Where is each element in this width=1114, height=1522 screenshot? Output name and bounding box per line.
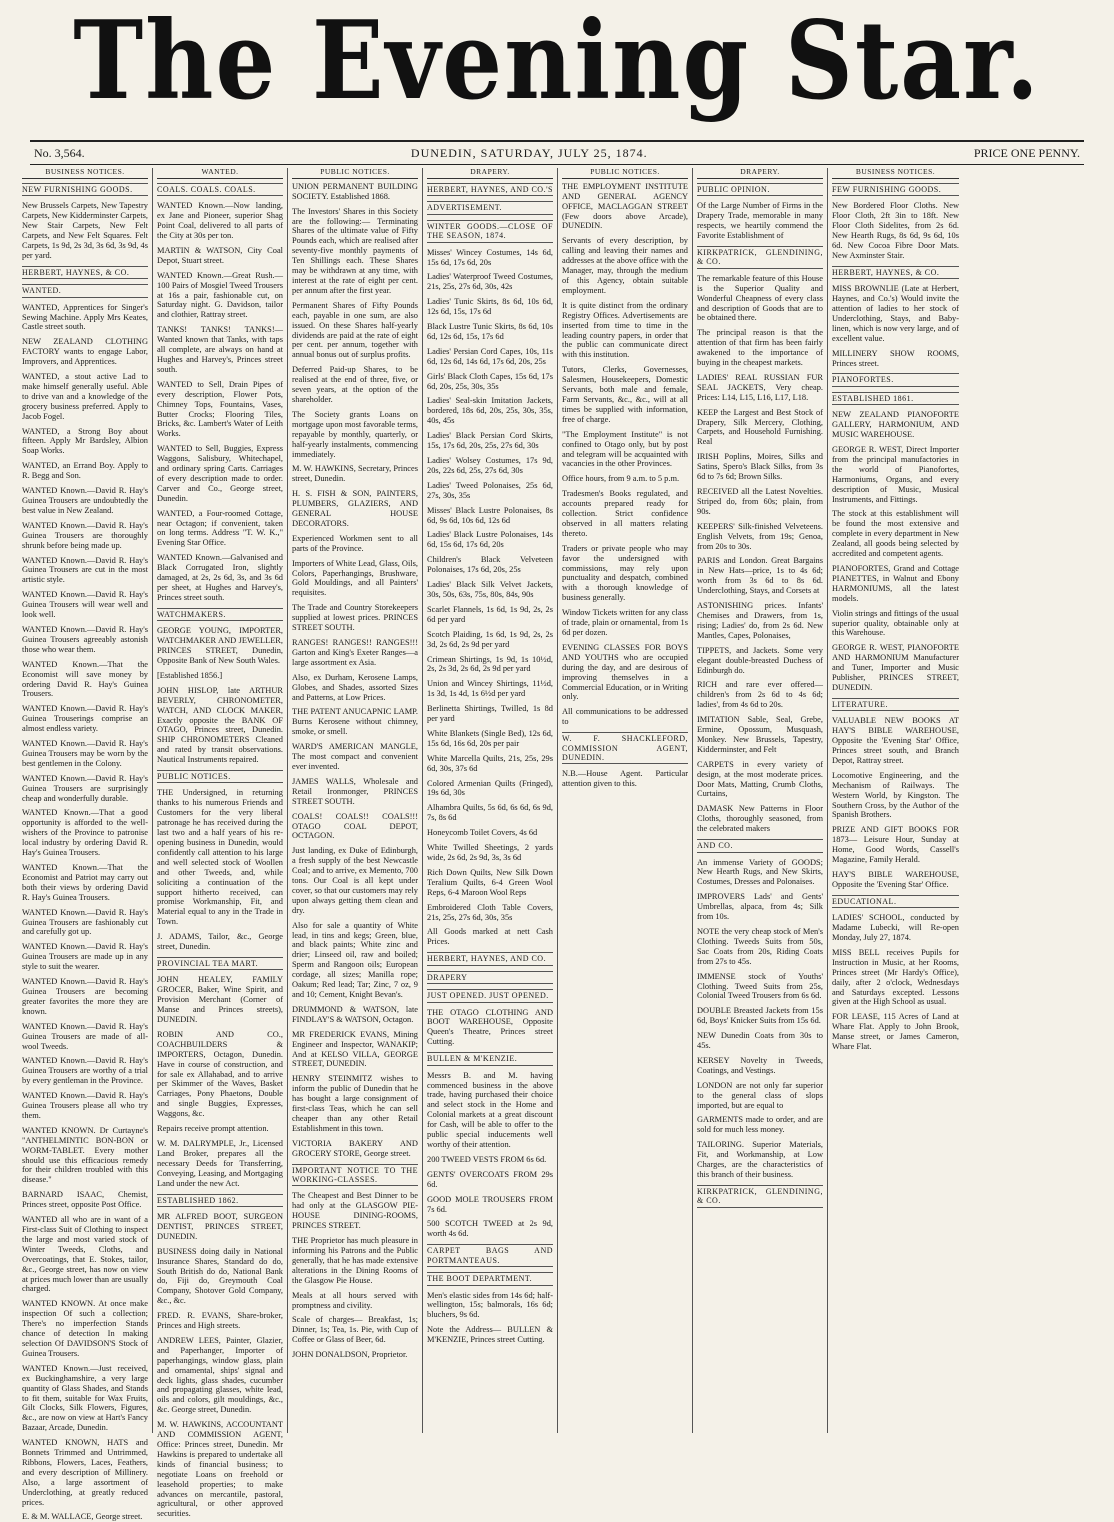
price: PRICE ONE PENNY. (973, 145, 1080, 160)
advertisement: GEORGE YOUNG, IMPORTER, WATCHMAKER AND JEWELLER, PRINCES STREET, Dunedin, Opposite Bank of New South Wales. (157, 626, 283, 665)
section-heading: IMPORTANT NOTICE TO THE WORKING-CLASSES. (292, 1164, 418, 1187)
advertisement: ROBIN AND CO., COACHBUILDERS & IMPORTERS, Octagon, Dunedin. Have in course of construction, and for sale ex Allahabad, and to arrive per Skimmer of the Waves, Basket Carriages, Pony Phaetons, Double and single Buggies, Expresses, Waggons, &c. (157, 1029, 283, 1119)
advertisement: Ladies' Black Silk Velvet Jackets, 30s, 50s, 63s, 75s, 80s, 84s, 90s (427, 580, 553, 599)
section-heading: HERBERT, HAYNES, & CO. (832, 266, 959, 279)
advertisement: MISS BELL receives Pupils for Instruction in Music, at her Rooms, Princes street (Mr Hardy's Office), daily, after 2 o'clock, Wednesdays and Saturdays excepted. Lessons given at the High School as usual. (832, 947, 959, 1007)
column-heading: DRAPERY. (697, 168, 823, 179)
advertisement: THE Undersigned, in returning thanks to his numerous Friends and Customers for the very liberal patronage he has received during the last two and a half years of his re-opening business in Dunedin, would confidently call attention to his large and well selected stock of Woollen and other Tweeds, and, while soliciting a continuation of the support hitherto received, can promise Workmanship, Fit, and Material equal to any in the Trade in Town. (157, 788, 283, 927)
advertisement: WANTED Known.—Great Rush.—100 Pairs of Mosgiel Tweed Trousers at 16s a pair, fashionable cut, on Saturday night. G. Davidson, tailor and clothier, Rattray street. (157, 270, 283, 320)
advertisement: NEW ZEALAND PIANOFORTE GALLERY, HARMONIUM, AND MUSIC WAREHOUSE. (832, 410, 959, 440)
section-heading: BULLEN & M'KENZIE. (427, 1052, 553, 1065)
advertisement: Girls' Black Cloth Capes, 15s 6d, 17s 6d, 20s, 25s, 30s, 35s (427, 371, 553, 391)
advertisement: MISS BROWNLIE (Late at Herbert, Haynes, and Co.'s) Would invite the attention of ladies to her stock of Underclothing, Stays, and Baby-linen, which is now very large, and of excellent value. (832, 284, 959, 343)
advertisement: BARNARD ISAAC, Chemist, Princes street, opposite Post Office. (22, 1190, 148, 1210)
column-body (427, 183, 553, 1345)
advertisement: VALUABLE NEW BOOKS AT HAY'S BIBLE WAREHOUSE, Opposite the 'Evening Star' Office, Princes street south, and Branch Depot, Rattray street. (832, 716, 959, 765)
section-heading: FEW FURNISHING GOODS. (832, 183, 959, 196)
advertisement: Embroidered Cloth Table Covers, 21s, 25s, 27s 6d, 30s, 35s (427, 902, 553, 922)
advertisement: Window Tickets written for any class of trade, plain or ornamental, from 1s 6d per dozen. (562, 608, 688, 637)
advertisement: VICTORIA BAKERY AND GROCERY STORE, George street. (292, 1138, 418, 1158)
column-heading: BUSINESS NOTICES. (832, 168, 959, 179)
advertisement: M. W. HAWKINS, ACCOUNTANT AND COMMISSION AGENT, Office: Princes street, Dunedin. Mr Hawkins is prepared to undertake all kinds of financial business; to negotiate Loans on freehold or leasehold properties; to make advances on mercantile, pastoral, agricultural, or other approved securities. (157, 1420, 283, 1519)
advertisement: JOHN DONALDSON, Proprietor. (292, 1350, 408, 1360)
advertisement: CARPETS in every variety of design, at the most moderate prices. Door Mats, Matting, Crumb Cloths, Curtains, (697, 759, 823, 799)
advertisement: W. M. DALRYMPLE, Jr., Licensed Land Broker, prepares all the necessary Deeds for Transferring, Conveying, Leasing, and Mortgaging Land under the new Act. (157, 1139, 283, 1188)
advertisement: IMPROVERS Lads' and Gents' Umbrellas, alpaca, from 4s; Silk from 10s. (697, 892, 823, 922)
advertisement: WANTED, an Errand Boy. Apply to R. Begg and Son. (22, 461, 148, 481)
advertisement: FRED. R. EVANS, Share-broker, Princes and High streets. (157, 1311, 283, 1331)
advertisement: M. W. HAWKINS, Secretary, Princes street, Dunedin. (292, 464, 418, 484)
section-heading: THE BOOT DEPARTMENT. (427, 1272, 553, 1285)
advertisement: "The Employment Institute" is not confined to Otago only, but by post and telegram will be acquainted with vacancies in the other Provinces. (562, 429, 688, 469)
advertisement: LONDON are not only far superior to the general class of slops imported, but are equal to (697, 1080, 823, 1110)
advertisement: WANTED, Apprentices for Singer's Sewing Machine. Apply Mrs Keates, Castle street south. (22, 302, 148, 332)
section-heading: ESTABLISHED 1862. (157, 1194, 283, 1207)
section-heading: KIRKPATRICK, GLENDINING, & CO. (697, 246, 823, 269)
advertisement: Importers of White Lead, Glass, Oils, Colors, Paperhangings, Brushware, Gold Mouldings, and all Painters' requisites. (292, 558, 418, 598)
advertisement: White Blankets (Single Bed), 12s 6d, 15s 6d, 16s 6d, 20s per pair (427, 728, 553, 748)
advertisement: New Bordered Floor Cloths. New Floor Cloth, 2ft 3in to 18ft. New Floor Cloth Sidelites, from 2s 6d. New Hearth Rugs, 8s 6d, 9s 6d, 10s 6d. New Cocoa Fibre Door Mats. New Axminster Stair. (832, 201, 959, 260)
advertisement: WANTED Known.—David R. Hay's Guinea Trousers are thoroughly shrunk before being made up. (22, 520, 148, 550)
advertisement: Also, ex Durham, Kerosene Lamps, Globes, and Shades, assorted Sizes and Patterns, at Low Prices. (292, 672, 418, 702)
advertisement: PIANOFORTES, Grand and Cottage PIANETTES, in Walnut and Ebony HARMONIUMS, all the latest models. (832, 563, 959, 603)
advertisement: Ladies' Tweed Polonaises, 25s 6d, 27s, 30s, 35s (427, 480, 553, 500)
advertisement: Rich Down Quilts, New Silk Down Teralium Quilts, 6-4 Green Wool Reps, 6-4 Maroon Wool Reps (427, 867, 553, 897)
section-heading: ESTABLISHED 1861. (832, 392, 959, 405)
advertisement: Repairs receive prompt attention. (157, 1124, 269, 1134)
advertisement: Tutors, Clerks, Governesses, Salesmen, Housekeepers, Domestic Servants, both male and female, Farm Servants, &c., &c., will at all times be supplied with information, free of charge. (562, 365, 688, 424)
advertisement: 500 SCOTCH TWEED at 2s 9d, worth 4s 6d. (427, 1219, 553, 1239)
advertisement: NOTE the very cheap stock of Men's Clothing. Tweeds Suits from 50s, Sac Coats from 20s, Riding Coats from 27s to 45s. (697, 926, 823, 966)
advertisement: Violin strings and fittings of the usual superior quality, obtainable only at this Warehouse. (832, 608, 959, 638)
advertisement: Ladies' Seal-skin Imitation Jackets, bordered, 18s 6d, 20s, 25s, 30s, 35s, 40s, 45s (427, 396, 553, 426)
advertisement: WANTED Known.—David R. Hay's Guinea Trousers are worthy of a trial by every gentleman in the Province. (22, 1056, 148, 1086)
column-1 (18, 167, 153, 1522)
advertisement: Union and Wincey Shirtings, 11½d, 1s 3d, 1s 4d, 1s 6½d per yard (427, 679, 553, 699)
advertisement: GOOD MOLE TROUSERS FROM 7s 6d. (427, 1194, 553, 1214)
advertisement: Ladies' Tunic Skirts, 8s 6d, 10s 6d, 12s 6d, 15s, 17s 6d (427, 297, 553, 317)
advertisement: An immense Variety of GOODS; New Hearth Rugs, and New Skirts, Costumes, Dresses and Polonaises. (697, 857, 823, 887)
advertisement: WANTED Known.—David R. Hay's Guinea Trousers will wear well and look well. (22, 590, 148, 620)
advertisement: GEORGE R. WEST, PIANOFORTE AND HARMONIUM Manufacturer and Tuner, Importer and Music Publisher, PRINCES STREET, DUNEDIN. (832, 643, 959, 692)
section-heading: W. F. SHACKLEFORD, COMMISSION AGENT, DUNEDIN. (562, 732, 688, 764)
advertisement: Messrs B. and M. having commenced business in the above trade, having purchased their choice and select stock in the Home and Colonial markets at a great discount for Cash, will be able to offer to the public special inducements well worthy of their attention. (427, 1070, 553, 1149)
column-heading: PUBLIC NOTICES. (562, 168, 688, 179)
advertisement: PARIS and London. Great Bargains in New Hats—price, 1s to 4s 6d; worth from 3s 6d to 8s 6d. Underclothing, Stays, and Corsets at (697, 556, 823, 596)
advertisement: DOUBLE Breasted Jackets from 15s 6d, Boys' Knicker Suits from 15s 6d. (697, 1006, 823, 1026)
column-3 (288, 168, 423, 1433)
advertisement: Crimean Shirtings, 1s 9d, 1s 10½d, 2s, 2s 3d, 2s 6d, 2s 9d per yard (427, 654, 553, 674)
advertisement: LADIES' REAL RUSSIAN FUR SEAL JACKETS, Very cheap. Prices: L14, L15, L16, L17, L18. (697, 372, 823, 402)
advertisement: N.B.—House Agent. Particular attention given to this. (562, 769, 688, 789)
advertisement: The Investors' Shares in this Society are the following:— Terminating Shares of the ultimate value of Fifty Pounds each, which are realised after seventy-five monthly payments of Ten Shillings each. These Shares may be withdrawn at any time, with interest at the rate of eight per cent. per annum after the first year. (292, 206, 418, 295)
advertisement: GENTS' OVERCOATS FROM 29s 6d. (427, 1169, 553, 1189)
column-body (562, 182, 688, 789)
advertisement: Black Lustre Tunic Skirts, 8s 6d, 10s 6d, 12s 6d, 15s, 17s 6d (427, 322, 553, 341)
advertisement: NEW Dunedin Coats from 30s to 45s. (697, 1031, 823, 1051)
advertisement: DRUMMOND & WATSON, late FINDLAY'S & WATSON, Octagon. (292, 1004, 418, 1024)
advertisement: Also for sale a quantity of White lead, in tins and kegs; Green, blue, and black paints; White zinc and drier; Linseed oil, raw and boiled; Sperm and Rangoon oils; European cordage, all sizes; Manilla rope; Oakum; Red lead; Tar; Zinc, 7 oz, 9 and 10; Cement, Knight Bevan's. (292, 920, 418, 999)
column-body (697, 183, 823, 1208)
advertisement: WANTED, a Four-roomed Cottage, near Octagon; if convenient, taken on long terms. Address "T. W. K.," Evening Star Office. (157, 508, 283, 548)
advertisement: Alhambra Quilts, 5s 6d, 6s 6d, 6s 9d, 7s, 8s 6d (427, 803, 553, 823)
advertisement: THE EMPLOYMENT INSTITUTE AND GENERAL AGENCY OFFICE, MACLAGGAN STREET (Few doors above Arcade), DUNEDIN. (562, 181, 688, 231)
section-heading: NEW FURNISHING GOODS. (22, 183, 148, 196)
column-5 (558, 168, 693, 1433)
advertisement: H. S. FISH & SON, PAINTERS, PLUMBERS, GLAZIERS, AND GENERAL HOUSE DECORATORS. (292, 489, 418, 528)
column-6 (693, 168, 828, 1433)
advertisement: IRISH Poplins, Moires, Silks and Satins, Spero's Black Silks, from 3s 6d to 7s 6d; Brown Silks. (697, 452, 823, 482)
section-heading: HERBERT, HAYNES, AND CO. (427, 952, 553, 965)
column-heading: WANTED. (157, 168, 283, 179)
advertisement: WANTED Known.—David R. Hay's Guinea Trousers are becoming greater favorites the more they are known. (22, 977, 148, 1016)
advertisement: 200 TWEED VESTS FROM 6s 6d. (427, 1154, 547, 1164)
advertisement: The Cheapest and Best Dinner to be had only at the GLASGOW PIE-HOUSE DINING-ROOMS, PRINCES STREET. (292, 1191, 418, 1231)
advertisement: New Brussels Carpets, New Tapestry Carpets, New Kidderminster Carpets, New Stair Carpets, New Felt Carpets, and New Felt Squares. Felt Carpets, 1s 9d, 2s 3d, 3s 6d, 3s 9d, 4s per yard. (22, 201, 148, 260)
advertisement: White Twilled Sheetings, 2 yards wide, 2s 6d, 2s 9d, 3s, 3s 6d (427, 843, 553, 862)
section-heading: WANTED. (22, 284, 148, 297)
advertisement: All communications to be addressed to (562, 707, 688, 727)
advertisement: MILLINERY SHOW ROOMS, Princes street. (832, 348, 959, 368)
advertisement: JAMES WALLS, Wholesale and Retail Ironmonger, PRINCES STREET SOUTH. (292, 776, 418, 806)
section-heading: ADVERTISEMENT. (427, 201, 553, 214)
advertisement: IMITATION Sable, Seal, Grebe, Ermine, Opossum, Musquash, Monkey. New Brussels, Tapestry, Kidderminster, and Felt (697, 715, 823, 754)
section-heading: HERBERT, HAYNES, & CO. (22, 266, 148, 279)
advertisement: JOHN HISLOP, late ARTHUR BEVERLY, CHRONOMETER, WATCH, AND CLOCK MAKER, Exactly opposite the BANK OF OTAGO, Princes street, Dunedin. SHIP CHRONOMETERS Cleaned and rated by transit observations. Nautical Instruments repaired. (157, 685, 283, 765)
advertisement: Colored Armenian Quilts (Fringed), 19s 6d, 30s (427, 778, 553, 798)
advertisement: WANTED Known.—That the Economist will save money by ordering David R. Hay's Guinea Trousers. (22, 659, 148, 699)
section-heading: WINTER GOODS.—CLOSE OF THE SEASON, 1874. (427, 220, 553, 243)
advertisement: It is quite distinct from the ordinary Registry Offices. Advertisements are inserted from time to time in the leading country papers, in order that the public can communicate direct with this institution. (562, 300, 688, 360)
advertisement: NEW ZEALAND CLOTHING FACTORY wants to engage Labor, Improvers, and Apprentices. (22, 337, 148, 367)
advertisement: THE OTAGO CLOTHING AND BOOT WAREHOUSE, Opposite Queen's Theatre, Princes street Cutting. (427, 1007, 553, 1047)
advertisement: EVENING CLASSES FOR BOYS AND YOUTHS who are occupied during the day, and are desirous of improving themselves in a Commercial Education, or in Writing only. (562, 642, 688, 702)
section-heading: PROVINCIAL TEA MART. (157, 957, 283, 970)
advertisement: HENRY STEINMITZ wishes to inform the public of Dunedin that he has bought a large consignment of first-class Teas, which he can sell cheaper than any other Retail Establishment in this town. (292, 1074, 418, 1133)
advertisement: Permanent Shares of Fifty Pounds each, payable in one sum, are also issued. On these Shares half-yearly dividends are paid at the rate of eight per cent. per annum, together with annual bonus out of surplus profits. (292, 300, 418, 360)
advertisement: COALS! COALS!! COALS!!! OTAGO COAL DEPOT, OCTAGON. (292, 811, 418, 841)
advertisement: KERSEY Novelty in Tweeds, Coatings, and Vestings. (697, 1055, 823, 1075)
advertisement: WANTED to Sell, Buggies, Express Waggons, Salisbury, Whitechapel, and ordinary spring Carts. Carriages of every description made to order. Carver and Co., George street, Dunedin. (157, 444, 283, 503)
advertisement: Meals at all hours served with promptness and civility. (292, 1290, 418, 1310)
advertisement: MR ALFRED BOOT, SURGEON DENTIST, PRINCES STREET, DUNEDIN. (157, 1211, 283, 1241)
column-4 (423, 168, 558, 1433)
column-heading: BUSINESS NOTICES. (22, 168, 148, 179)
column-2 (153, 167, 288, 1519)
section-heading: LITERATURE. (832, 698, 959, 711)
advertisement: PRIZE AND GIFT BOOKS FOR 1873— Leisure Hour, Sunday at Home, Good Words, Cassell's Magazine, Family Herald. (832, 825, 959, 865)
advertisement: Scotch Plaiding, 1s 6d, 1s 9d, 2s, 2s 3d, 2s 6d, 2s 9d per yard (427, 629, 553, 649)
advertisement: WANTED KNOWN. At once make inspection Of such a collection; There's no imperfection Stands chance of detection In making selection Of DAVIDSON'S Stock of Guinea Trousers. (22, 1299, 148, 1358)
advertisement: UNION PERMANENT BUILDING SOCIETY. Established 1868. (292, 181, 418, 201)
advertisement: TANKS! TANKS! TANKS!—Wanted known that Tanks, with taps all complete, are always on hand at Hughes and Harvey's, Princes street south. (157, 325, 283, 374)
advertisement: The remarkable feature of this House is the Superior Quality and Wonderful Cheapness of every class and description of Goods that are to be obtained there. (697, 273, 823, 323)
section-heading: PUBLIC NOTICES. (157, 770, 283, 783)
advertisement: IMMENSE stock of Youths' Clothing. Tweed Suits from 25s, Colonial Tweed Trousers from 6s 6d. (697, 971, 823, 1001)
advertisement: THE PATENT ANUCAPNIC LAMP. Burns Kerosene without chimney, smoke, or smell. (292, 707, 418, 737)
advertisement: Misses' Wincey Costumes, 14s 6d, 15s 6d, 17s 6d, 20s (427, 247, 553, 267)
section-heading: WATCHMAKERS. (157, 608, 283, 621)
section-heading: DRAPERY (427, 971, 553, 984)
advertisement: WANTED Known.—David R. Hay's Guinea Trousers are made up in any style to suit the wearer. (22, 942, 148, 972)
advertisement: Honeycomb Toilet Covers, 4s 6d (427, 828, 538, 838)
advertisement: MR FREDERICK EVANS, Mining Engineer and Inspector, WANAKIP; And at KELSO VILLA, GEORGE STREET, DUNEDIN. (292, 1029, 418, 1069)
column-body (832, 183, 959, 1052)
advertisement: WANTED Known.—That the Economist and Patriot may carry out both their views by ordering David R. Hay's Guinea Trousers. (22, 863, 148, 902)
section-heading: CARPET BAGS AND PORTMANTEAUS. (427, 1244, 553, 1267)
advertisement: Ladies' Black Persian Cord Skirts, 15s, 17s 6d, 20s, 25s, 27s 6d, 30s (427, 431, 553, 451)
advertisement: WANTED Known.—David R. Hay's Guinea Trousers please all who try them. (22, 1091, 148, 1120)
advertisement: Just landing, ex Duke of Edinburgh, a fresh supply of the best Newcastle Coal; and to arrive, ex Memento, 700 tons. Our Coal is all kept under cover, so that our customers may rely upon always getting them clean and dry. (292, 846, 418, 915)
advertisement: RECEIVED all the Latest Novelties. Striped do, from 60s; plain, from 90s. (697, 487, 823, 516)
advertisement: Ladies' Waterproof Tweed Costumes, 21s, 25s, 27s 6d, 30s, 42s (427, 272, 553, 292)
advertisement: ASTONISHING prices. Infants' Chemises and Drawers, from 1s, rising; Ladies' do, from 2s 6d. New Mantles, Capes, Polonaises, (697, 601, 823, 640)
advertisement: Note the Address— BULLEN & M'KENZIE, Princes street Cutting. (427, 1325, 553, 1345)
advertisement: WANTED Known.—David R. Hay's Guinea Trousers may be worn by the best gentlemen in the Colony. (22, 739, 148, 768)
advertisement: Ladies' Black Lustre Polonaises, 14s 6d, 15s 6d, 17s 6d, 20s (427, 530, 553, 550)
advertisement: Experienced Workmen sent to all parts of the Province. (292, 533, 418, 553)
advertisement: WANTED Known.—David R. Hay's Guinea Trouserings comprise an almost endless variety. (22, 704, 148, 734)
advertisement: WANTED all who are in want of a First-class Suit of Clothing to inspect the large and most varied stock of Winter Tweeds, Cloths, and Overcoatings, that E. Stokes, tailor, &c., George street, has now on view at prices much lower than are usually charged. (22, 1215, 148, 1294)
section-heading: KIRKPATRICK, GLENDINING, & CO. (697, 1185, 823, 1208)
column-heading: PUBLIC NOTICES. (292, 168, 418, 179)
column-body (22, 183, 148, 1522)
advertisement: TAILORING. Superior Materials, Fit, and Workmanship, at Low Charges, are the characteristics of this branch of their business. (697, 1140, 823, 1179)
advertisement: GEORGE R. WEST, Direct Importer from the principal manufactories in the world of Pianofortes, Harmoniums, Organs, and every description of Music, Musical Instruments, and Fittings. (832, 445, 959, 504)
advertisement: Servants of every description, by calling and leaving their names and addresses at the above office with the Manager, may, through the medium of this Agency, obtain suitable employment. (562, 236, 688, 295)
advertisement: WANTED KNOWN, HATS and Bonnets Trimmed and Untrimmed, Ribbons, Flowers, Laces, Feathers, and every description of Millinery. Also, a large assortment of Underclothing, at greatly reduced prices. (22, 1438, 148, 1507)
advertisement: WANTED Known.—David R. Hay's Guinea Trousers are made of all-wool Tweeds. (22, 1021, 148, 1051)
advertisement: THE Proprietor has much pleasure in informing his Patrons and the Public generally, that he has made extensive alterations in the Dining Rooms of the Glasgow Pie House. (292, 1236, 418, 1285)
advertisement: DAMASK New Patterns in Floor Cloths, thoroughly seasoned, from the celebrated makers (697, 804, 823, 834)
advertisement: WANTED Known.—Now landing, ex Jane and Pioneer, superior Shag Point Coal, delivered to all parts of the City at 30s per ton. (157, 201, 283, 240)
advertisement: Misses' Black Lustre Polonaises, 8s 6d, 9s 6d, 10s 6d, 12s 6d (427, 505, 553, 525)
advertisement: White Marcella Quilts, 21s, 25s, 29s 6d, 30s, 37s 6d (427, 753, 553, 773)
column-body (292, 182, 418, 1360)
advertisement: KEEP the Largest and Best Stock of Drapery, Silk Mercery, Clothing, Carpets, and Household Furnishing. Real (697, 407, 823, 447)
advertisement: JOHN HEALEY, FAMILY GROCER, Baker, Wine Spirit, and Provision Merchant (Corner of Manse and Princes streets), DUNEDIN. (157, 975, 283, 1025)
section-heading: PUBLIC OPINION. (697, 183, 823, 196)
advertisement: Men's elastic sides from 14s 6d; half-wellington, 15s; balmorals, 16s 6d; bluchers, 9s 6d. (427, 1290, 553, 1320)
dateline (30, 140, 1084, 165)
section-heading: EDUCATIONAL. (832, 895, 959, 908)
advertisement: Deferred Paid-up Shares, to be realised at the end of three, five, or seven years, at the option of the shareholder. (292, 365, 418, 404)
advertisement: RANGES! RANGES!! RANGES!!! Garton and King's Exeter Ranges—a large assortment ex Asia. (292, 638, 418, 667)
section-heading: JUST OPENED. JUST OPENED. (427, 989, 553, 1002)
advertisement: [Established 1856.] (157, 670, 223, 680)
advertisement: WANTED Known.—David R. Hay's Guinea Trousers are fashionably cut and carefully got up. (22, 907, 148, 937)
advertisement: WANTED, a Strong Boy about fifteen. Apply Mr Bardsley, Albion Soap Works. (22, 426, 148, 456)
column-body (157, 183, 283, 1519)
advertisement: Traders or private people who may favor the undersigned with commissions, may rely upon punctuality and despatch, combined with a thorough knowledge of business generally. (562, 543, 688, 603)
columns (18, 167, 1098, 1522)
advertisement: WANTED Known.—Just received, ex Buckinghamshire, a very large quantity of Glass Shades, and Stands to fit them, suitable for Wax Fruits, Gilt Clocks, Silk Flowers, Figures, &c., are now on view at Hart's Fancy Bazaar, Arcade, Dunedin. (22, 1363, 148, 1433)
advertisement: WANTED KNOWN. Dr Curtayne's "ANTHELMINTIC BON-BON or WORM-TABLET. Every mother should use this efficacious remedy for their children troubled with this disease." (22, 1125, 148, 1185)
advertisement: ANDREW LEES, Painter, Glazier, and Paperhanger, Importer of paperhangings, window glass, plain and ornamental, ships' signal and deck lights, glass shades, cucumber and propagating glasses, white lead, oils and colors, gilt mouldings, &c., &c. George street, Dunedin. (157, 1335, 283, 1415)
advertisement: Ladies' Wolsey Costumes, 17s 9d, 20s, 22s 6d, 25s, 27s 6d, 30s (427, 456, 553, 475)
advertisement: E. & M. WALLACE, George street. (22, 1512, 143, 1522)
advertisement: MARTIN & WATSON, City Coal Depot, Stuart street. (157, 245, 283, 265)
advertisement: BUSINESS doing daily in National Insurance Shares, Standard do do, South British do do, National Bank do, Fiji do, Greymouth Coal Company, Shotover Gold Company, &c., &c. (157, 1246, 283, 1306)
advertisement: HAY'S BIBLE WAREHOUSE, Opposite the 'Evening Star' Office. (832, 869, 959, 889)
advertisement: RICH and rare ever offered—children's from 2s 6d to 4s 6d; ladies', from 4s 6d to 20s. (697, 680, 823, 710)
column-heading: DRAPERY. (427, 168, 553, 179)
advertisement: The Society grants Loans on mortgage upon most favorable terms, repayable by monthly, quarterly, or half-yearly instalments, commencing immediately. (292, 409, 418, 459)
masthead-title: The Evening Star. (73, 0, 1041, 125)
advertisement: Office hours, from 9 a.m. to 5 p.m. (562, 474, 680, 484)
advertisement: Tradesmen's Books regulated, and accounts prepared ready for collection. Strict confidence observed in all matters relating thereto. (562, 489, 688, 538)
advertisement: WANTED Known.—Galvanised and Black Corrugated Iron, slightly damaged, at 2s, 2s 6d, 3s, and 3s 6d per sheet, at Hughes and Harvey's, Princes street south. (157, 553, 283, 602)
column-7 (828, 168, 963, 1433)
advertisement: J. ADAMS, Tailor, &c., George street, Dunedin. (157, 932, 283, 952)
advertisement: LADIES' SCHOOL, conducted by Madame Lubecki, will Re-open Monday, July 27, 1874. (832, 913, 959, 943)
advertisement: Ladies' Persian Cord Capes, 10s, 11s 6d, 12s 6d, 14s 6d, 17s 6d, 20s, 25s (427, 346, 553, 366)
advertisement: KEEPERS' Silk-finished Velveteens. English Velvets, from 19s; Genoa, from 20s to 30s. (697, 521, 823, 551)
advertisement: Scarlet Flannels, 1s 6d, 1s 9d, 2s, 2s 6d per yard (427, 604, 553, 624)
advertisement: WANTED Known.—David R. Hay's Guinea Trousers are cut in the most artistic style. (22, 555, 148, 585)
advertisement: Children's Black Velveteen Polonaises, 17s 6d, 20s, 25s (427, 555, 553, 575)
advertisement: The Trade and Country Storekeepers supplied at lowest prices. PRINCES STREET SOUTH. (292, 603, 418, 633)
section-heading: PIANOFORTES. (832, 373, 959, 386)
section-heading: AND CO. (697, 839, 823, 852)
issue-number: No. 3,564. (34, 145, 85, 160)
advertisement: The principal reason is that the attention of that firm has been fairly awakened to the importance of buying in the cheapest markets. (697, 328, 823, 368)
advertisement: WANTED Known.—David R. Hay's Guinea Trousers are undoubtedly the best value in New Zealand. (22, 486, 148, 515)
advertisement: WANTED Known.—David R. Hay's Guinea Trousers agreeably astonish those who wear them. (22, 624, 148, 654)
advertisement: WANTED Known.—David R. Hay's Guinea Trousers are surprisingly cheap and wonderfully durable. (22, 773, 148, 803)
advertisement: Of the Large Number of Firms in the Drapery Trade, memorable in many respects, we heartily commend the Favorite Establishment of (697, 201, 823, 240)
advertisement: TIPPETS, and Jackets. Some very elegant double-breasted Duchess of Edinburgh do. (697, 645, 823, 675)
advertisement: WANTED to Sell, Drain Pipes of every description, Flower Pots, Chimney Tops, Fountains, Vases, Butter Crocks; Flooring Tiles, Bricks, &c. Lambert's Water of Leith Works. (157, 379, 283, 439)
section-heading: HERBERT, HAYNES, AND CO.'S (427, 183, 553, 196)
advertisement: Berlinetta Shirtings, Twilled, 1s 8d per yard (427, 704, 553, 724)
advertisement: All Goods marked at nett Cash Prices. (427, 927, 553, 947)
advertisement: FOR LEASE, 115 Acres of Land at Whare Flat. Apply to John Brook, Manse street, or James Cameron, Whare Flat. (832, 1012, 959, 1052)
advertisement: GARMENTS made to order, and are sold for much less money. (697, 1115, 823, 1135)
masthead (0, 0, 1114, 125)
advertisement: WANTED, a stout active Lad to make himself generally useful. Able to drive van and a knowledge of the grocery business preferred. Apply to Jacob Fogel. (22, 372, 148, 421)
advertisement: Scale of charges— Breakfast, 1s; Dinner, 1s; Tea, 1s. Pie, with Cup of Coffee or Glass of Beer, 6d. (292, 1315, 418, 1345)
section-heading: COALS. COALS. COALS. (157, 183, 283, 196)
advertisement: WANTED Known.—That a good opportunity is afforded to the well-wishers of the Province to patronise local industry by ordering David R. Hay's Guinea Trousers. (22, 808, 148, 858)
advertisement: The stock at this establishment will be found the most extensive and complete in every department in New Zealand, all goods being selected by accredited and competent agents. (832, 509, 959, 559)
advertisement: Locomotive Engineering, and the Mechanism of Railways. The Western World, by Kingston. The Southern Cross, by the Author of the Spanish Brothers. (832, 770, 959, 820)
advertisement: WARD'S AMERICAN MANGLE, The most compact and convenient ever invented. (292, 742, 418, 771)
place-date: DUNEDIN, SATURDAY, JULY 25, 1874. (410, 145, 648, 160)
